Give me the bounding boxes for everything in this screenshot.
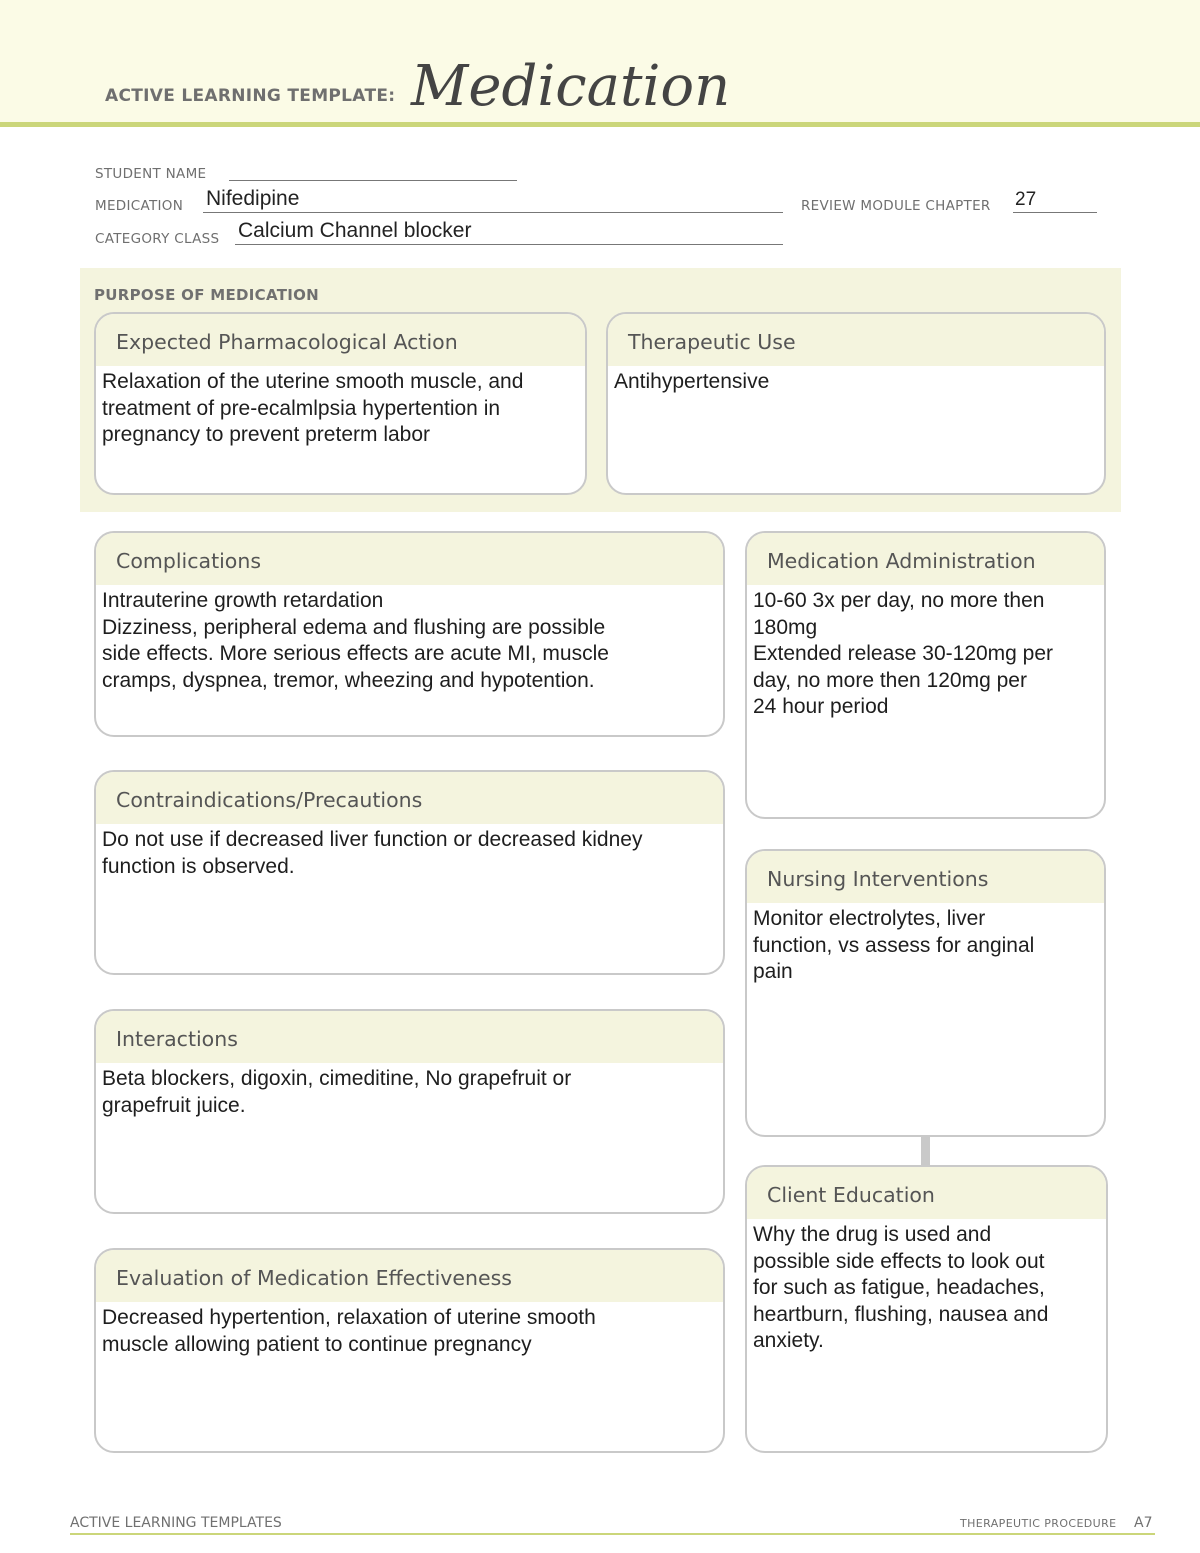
complications-text[interactable]: Intrauterine growth retardation Dizziness, peripheral edema and flushing are possible side effects. More serious effects are acute MI, muscle cramps, dyspnea, tremor, wheezing and hypotention. <box>102 589 609 692</box>
review-chapter-line <box>1013 212 1097 213</box>
administration-text[interactable]: 10-60 3x per day, no more then 180mg Extended release 30-120mg per day, no more then 120mg per 24 hour period <box>753 589 1054 718</box>
review-chapter-label: REVIEW MODULE CHAPTER <box>801 198 991 214</box>
evaluation-text[interactable]: Decreased hypertention, relaxation of uterine smooth muscle allowing patient to continue pregnancy <box>102 1306 596 1356</box>
therapeutic-use-card <box>606 312 1106 495</box>
nursing-card <box>745 849 1106 1137</box>
template-label: ACTIVE LEARNING TEMPLATE: <box>105 86 396 106</box>
evaluation-card <box>94 1248 725 1453</box>
medication-line <box>203 212 783 213</box>
footer-rule <box>70 1533 1155 1535</box>
footer-right: THERAPEUTIC PROCEDURE <box>960 1517 1117 1530</box>
therapeutic-use-title: Therapeutic Use <box>608 314 1104 366</box>
nursing-title: Nursing Interventions <box>747 851 1104 903</box>
student-name-label: STUDENT NAME <box>95 166 207 182</box>
contraindications-text[interactable]: Do not use if decreased liver function or decreased kidney function is observed. <box>102 828 643 878</box>
review-chapter-field[interactable]: 27 <box>1015 189 1037 210</box>
complications-title: Complications <box>96 533 723 585</box>
purpose-title: PURPOSE OF MEDICATION <box>94 286 320 304</box>
evaluation-title: Evaluation of Medication Effectiveness <box>96 1250 723 1302</box>
interactions-title: Interactions <box>96 1011 723 1063</box>
client-education-title: Client Education <box>747 1167 1106 1219</box>
page-number: A7 <box>1134 1515 1153 1531</box>
medication-field[interactable]: Nifedipine <box>206 187 300 210</box>
client-education-text[interactable]: Why the drug is used and possible side effects to look out for such as fatigue, headaches, heartburn, flushing, nausea and anxiety. <box>753 1223 1049 1352</box>
header-rule <box>0 122 1200 127</box>
interactions-text[interactable]: Beta blockers, digoxin, cimeditine, No grapefruit or grapefruit juice. <box>102 1067 572 1117</box>
page-title: Medication <box>411 54 731 119</box>
footer-left: ACTIVE LEARNING TEMPLATES <box>70 1515 282 1531</box>
category-class-label: CATEGORY CLASS <box>95 231 220 247</box>
category-class-field[interactable]: Calcium Channel blocker <box>238 219 472 242</box>
client-education-card <box>745 1165 1108 1453</box>
nursing-text[interactable]: Monitor electrolytes, liver function, vs assess for anginal pain <box>753 907 1035 983</box>
expected-action-card <box>94 312 587 495</box>
category-class-line <box>235 244 783 245</box>
therapeutic-use-text[interactable]: Antihypertensive <box>614 370 770 393</box>
expected-action-title: Expected Pharmacological Action <box>96 314 585 366</box>
connector-line <box>921 1135 930 1166</box>
medication-label: MEDICATION <box>95 198 184 214</box>
contraindications-card <box>94 770 725 975</box>
student-name-line <box>229 180 517 181</box>
complications-card <box>94 531 725 737</box>
administration-card <box>745 531 1106 819</box>
expected-action-text[interactable]: Relaxation of the uterine smooth muscle, and treatment of pre-ecalmlpsia hypertention in pregnancy to prevent preterm labor <box>102 370 524 446</box>
administration-title: Medication Administration <box>747 533 1104 585</box>
interactions-card <box>94 1009 725 1214</box>
contraindications-title: Contraindications/Precautions <box>96 772 723 824</box>
